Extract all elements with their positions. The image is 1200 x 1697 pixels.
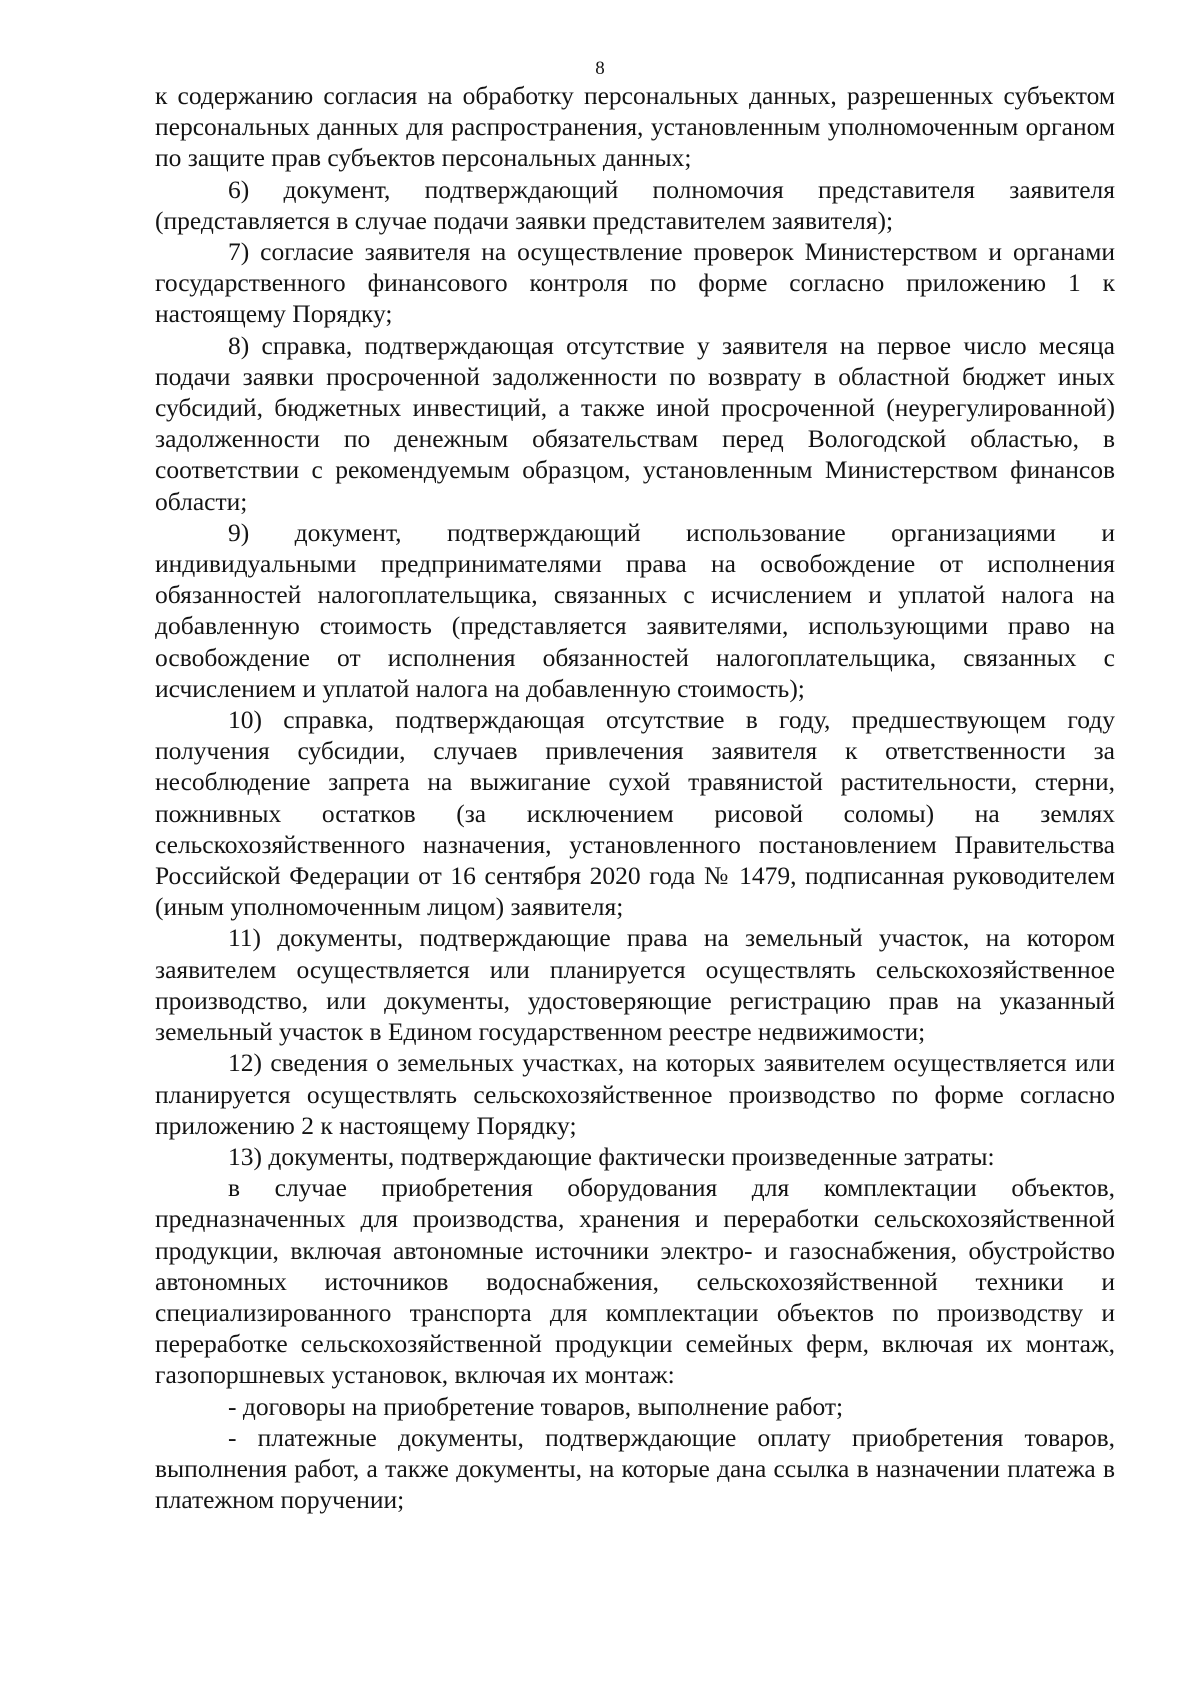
paragraph-item-10: 10) справка, подтверждающая отсутствие в году, предшествующем году получения субсидии, случаев привлечения заявителя к ответственности за несоблюдение запрета на выжигание сухой травянистой растительности, стерни, пожнивных остатков (за исключением рисовой соломы) на землях сельскохозяйственного назначения, установленного постановлением Правительства Российской Федерации от 16 сентября 2020 года № 1479, подписанная руководителем (иным уполномоченным лицом) заявителя; bbox=[155, 705, 1115, 922]
paragraph-continuation: к содержанию согласия на обработку персональных данных, разрешенных субъектом персональных данных для распространения, установленным уполномоченным органом по защите прав субъектов персональных данных; bbox=[155, 81, 1115, 173]
paragraph-equipment-case: в случае приобретения оборудования для комплектации объектов, предназначенных для производства, хранения и переработки сельскохозяйственной продукции, включая автономные источники электро- и газоснабжения, обустройство автономных источников водоснабжения, сельскохозяйственной техники и специализированного транспорта для комплектации объектов по производству и переработке сельскохозяйственной продукции семейных ферм, включая их монтаж, газопоршневых установок, включая их монтаж: bbox=[155, 1173, 1115, 1390]
paragraph-item-9: 9) документ, подтверждающий использование организациями и индивидуальными предпринимателями права на освобождение от исполнения обязанностей налогоплательщика, связанных с исчислением и уплатой налога на добавленную стоимость (представляется заявителями, использующими право на освобождение от исполнения обязанностей налогоплательщика, связанных с исчислением и уплатой налога на добавленную стоимость); bbox=[155, 517, 1115, 703]
page-number: 8 bbox=[595, 58, 605, 79]
paragraph-dash-contracts: - договоры на приобретение товаров, выполнение работ; bbox=[228, 1391, 844, 1421]
document-body bbox=[155, 80, 1115, 1515]
paragraph-item-11: 11) документы, подтверждающие права на земельный участок, на котором заявителем осуществляется или планируется осуществлять сельскохозяйственное производство, или документы, удостоверяющие регистрацию прав на указанный земельный участок в Едином государственном реестре недвижимости; bbox=[155, 923, 1115, 1047]
paragraph-item-12: 12) сведения о земельных участках, на которых заявителем осуществляется или планируется осуществлять сельскохозяйственное производство по форме согласно приложению 2 к настоящему Порядку; bbox=[155, 1048, 1115, 1140]
paragraph-item-6: 6) документ, подтверждающий полномочия представителя заявителя (представляется в случае подачи заявки представителем заявителя); bbox=[155, 174, 1115, 235]
paragraph-dash-payments: - платежные документы, подтверждающие оплату приобретения товаров, выполнения работ, а также документы, на которые дана ссылка в назначении платежа в платежном поручении; bbox=[155, 1422, 1115, 1515]
paragraph-item-7: 7) согласие заявителя на осуществление проверок Министерством и органами государственного финансового контроля по форме согласно приложению 1 к настоящему Порядку; bbox=[155, 237, 1115, 329]
paragraph-item-8: 8) справка, подтверждающая отсутствие у заявителя на первое число месяца подачи заявки просроченной задолженности по возврату в областной бюджет иных субсидий, бюджетных инвестиций, а также иной просроченной (неурегулированной) задолженности по денежным обязательствам перед Вологодской областью, в соответствии с рекомендуемым образцом, установленным Министерством финансов области; bbox=[155, 330, 1115, 516]
paragraph-item-13: 13) документы, подтверждающие фактически произведенные затраты: bbox=[228, 1141, 995, 1171]
